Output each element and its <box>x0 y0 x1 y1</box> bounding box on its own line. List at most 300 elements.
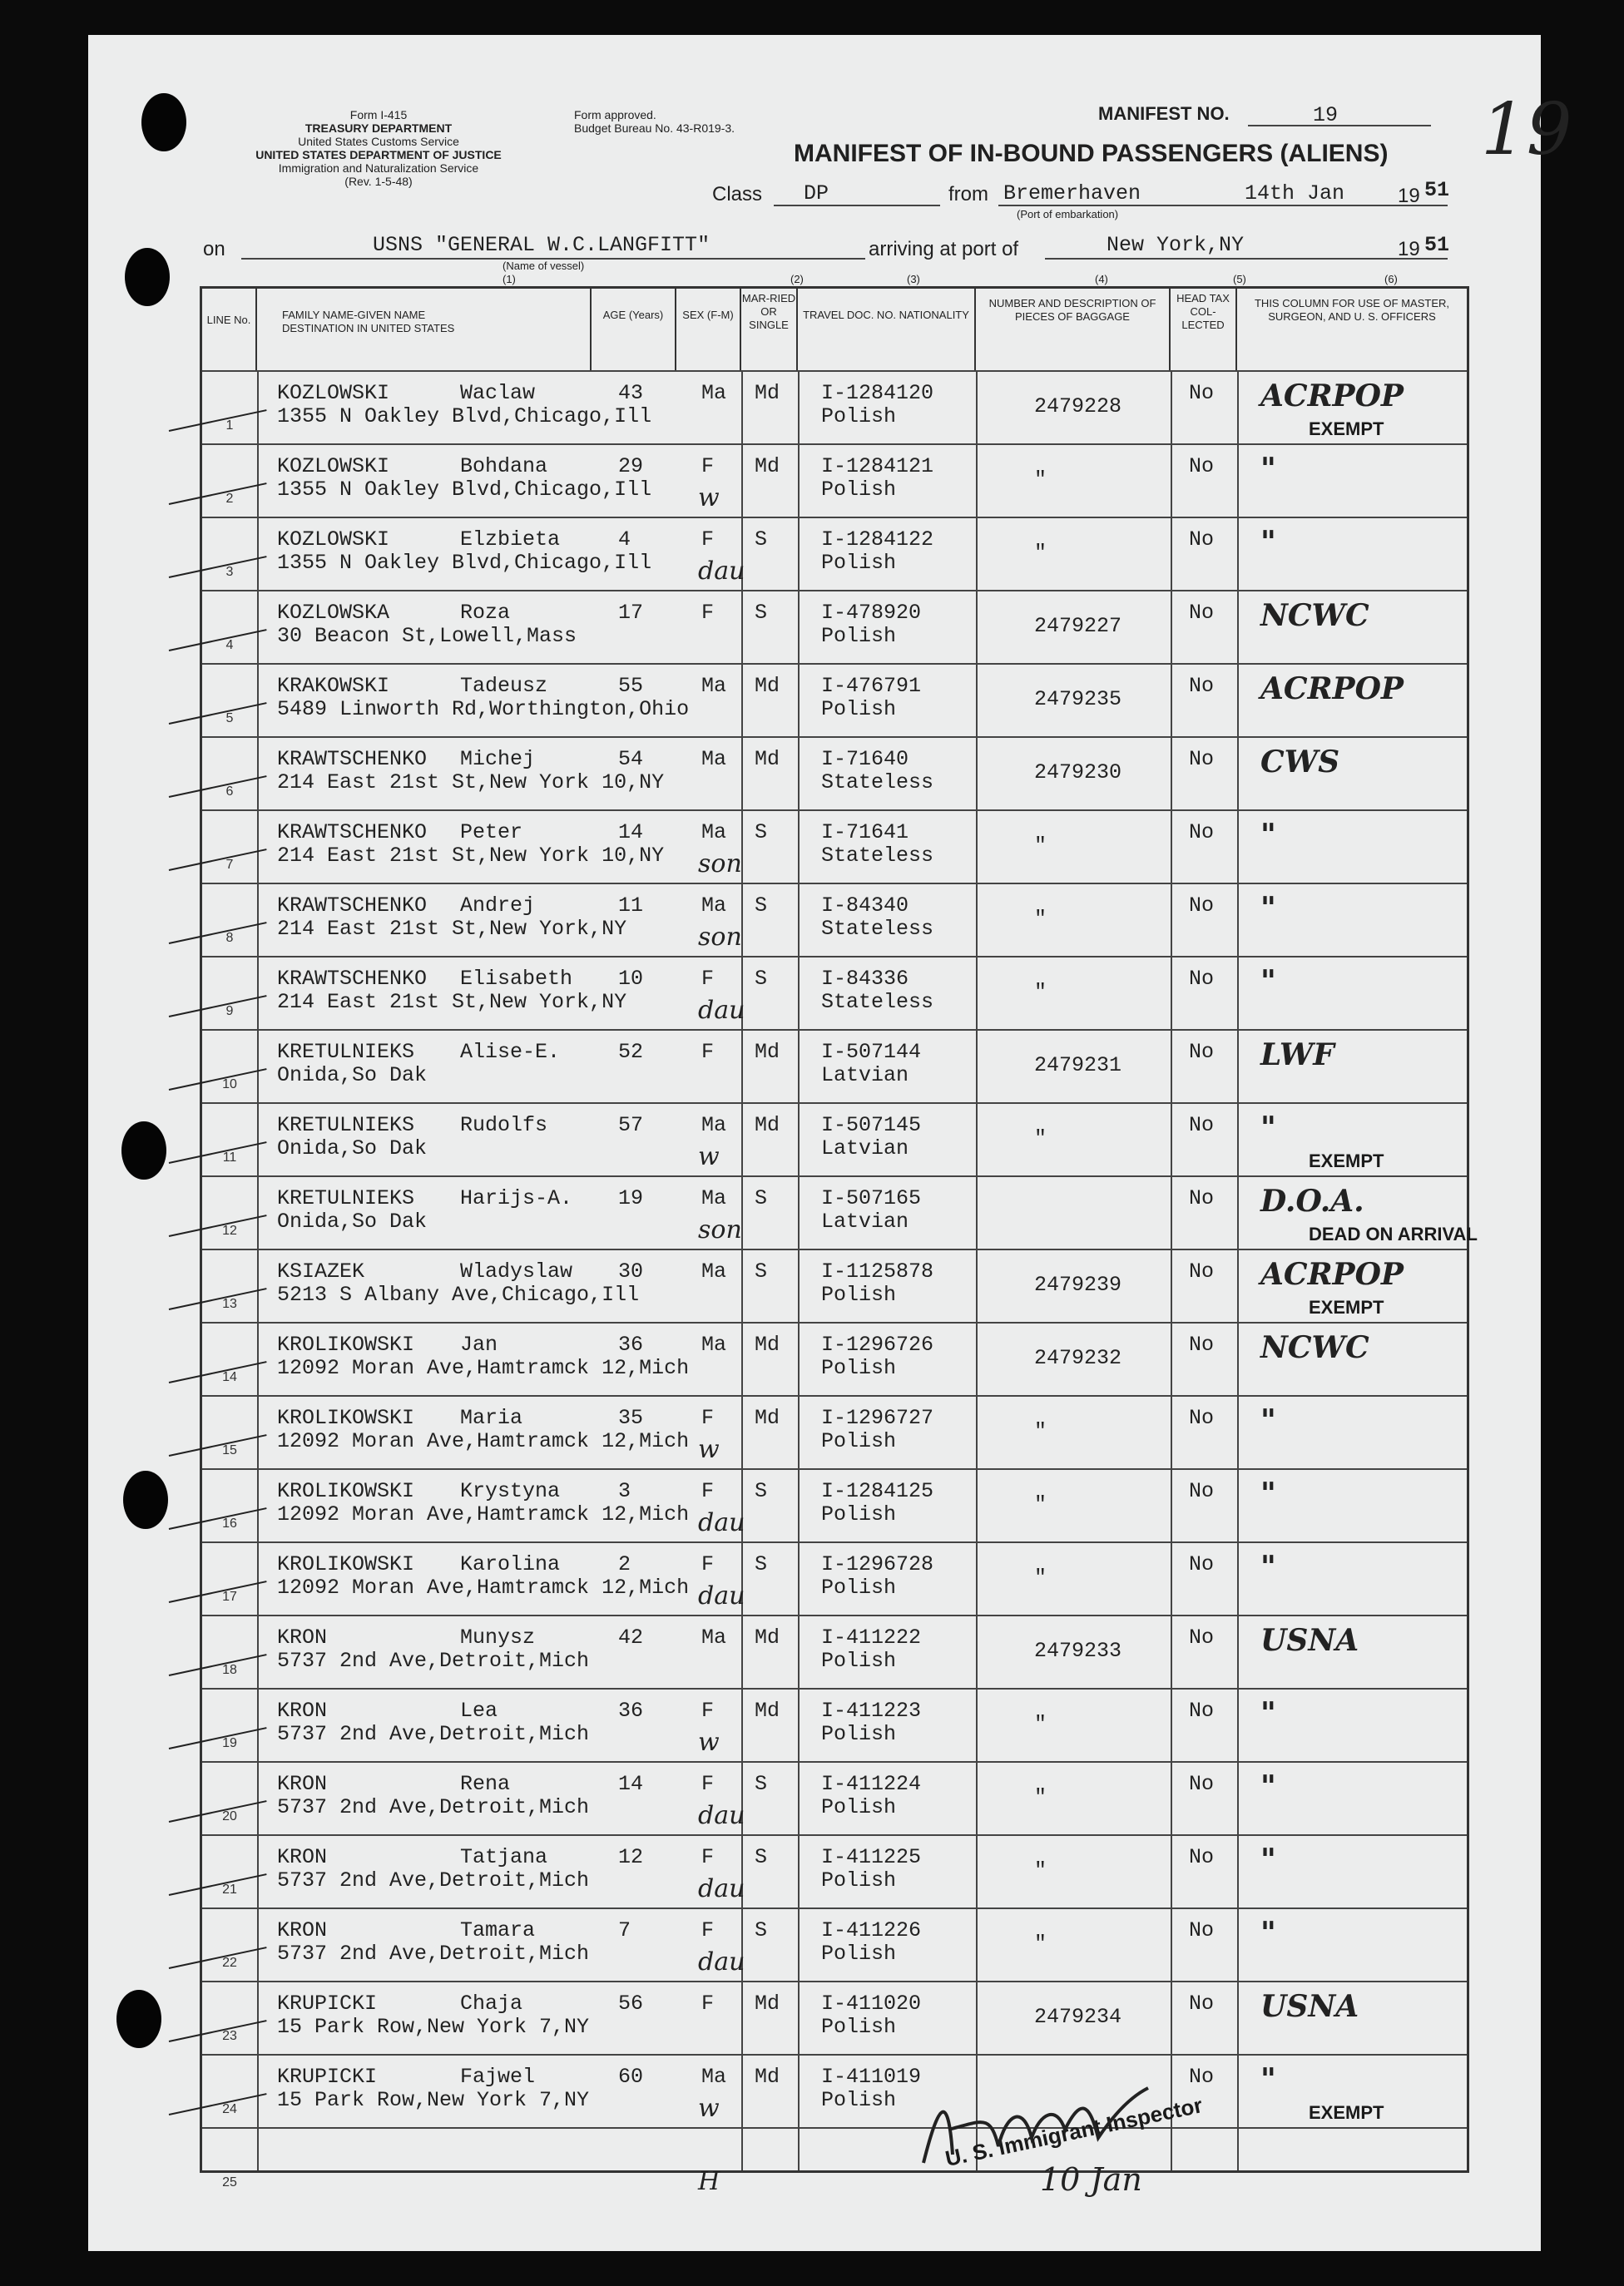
family-name: KROLIKOWSKI <box>277 1552 415 1576</box>
age-value: 19 <box>618 1186 644 1210</box>
given-name: Roza <box>460 601 511 625</box>
manifest-title: MANIFEST OF IN-BOUND PASSENGERS (ALIENS) <box>794 140 1389 167</box>
officer-note: " <box>1260 1403 1276 1438</box>
officer-stamp: EXEMPT <box>1309 418 1384 439</box>
nationality: Polish <box>821 477 897 502</box>
revision-line: (Rev. 1-5-48) <box>344 175 413 188</box>
travel-doc: I-1125878 <box>821 1259 934 1284</box>
nationality: Polish <box>821 551 897 575</box>
nationality: Latvian <box>821 1063 909 1087</box>
officer-stamp: EXEMPT <box>1309 1297 1384 1318</box>
destination: 5737 2nd Ave,Detroit,Mich <box>277 1868 590 1893</box>
manifest-number: 19 <box>1313 103 1339 127</box>
age-value: 36 <box>618 1333 644 1357</box>
family-name: KRAWTSCHENKO <box>277 967 428 991</box>
table-row <box>202 809 1467 883</box>
marital-status: S <box>755 1918 768 1942</box>
approval-line: Form approved. <box>574 108 656 121</box>
ins-line: Immigration and Naturalization Service <box>278 161 479 175</box>
age-value: 7 <box>618 1918 631 1942</box>
family-name: KOZLOWSKI <box>277 527 390 552</box>
age-value: 35 <box>618 1406 644 1430</box>
officer-note: CWS <box>1260 745 1340 779</box>
destination: 5737 2nd Ave,Detroit,Mich <box>277 1649 590 1673</box>
head-tax: No <box>1189 1552 1215 1576</box>
travel-doc: I-1284120 <box>821 381 934 405</box>
baggage-number: " <box>1034 1126 1047 1150</box>
travel-doc: I-1284122 <box>821 527 934 552</box>
line-number: 16 <box>222 1517 237 1531</box>
customs-line: United States Customs Service <box>298 135 459 148</box>
officer-note: USNA <box>1260 1989 1359 2024</box>
col-name <box>257 289 592 370</box>
nationality: Polish <box>821 1429 897 1453</box>
destination: 1355 N Oakley Blvd,Chicago,Ill <box>277 551 652 575</box>
col-travel: TRAVEL DOC. NO. NATIONALITY <box>798 289 976 370</box>
marital-status: Md <box>755 674 780 698</box>
destination: 5737 2nd Ave,Detroit,Mich <box>277 1722 590 1746</box>
marital-status: Md <box>755 454 780 478</box>
head-tax: No <box>1189 1113 1215 1137</box>
line-number: 21 <box>222 1883 237 1897</box>
line-number: 5 <box>225 711 234 725</box>
marital-status: S <box>755 1259 768 1284</box>
punch-hole <box>121 1121 166 1180</box>
sex-value: Ma <box>701 820 727 844</box>
destination: 214 East 21st St,New York,NY <box>277 990 627 1014</box>
travel-doc: I-1284121 <box>821 454 934 478</box>
line-number: 14 <box>222 1370 237 1384</box>
family-name: KRAWTSCHENKO <box>277 820 428 844</box>
class-value: DP <box>804 181 829 205</box>
officer-stamp: DEAD ON ARRIVAL <box>1309 1224 1478 1244</box>
family-name: KRETULNIEKS <box>277 1113 415 1137</box>
officer-note: " <box>1260 964 1276 999</box>
sex-value: F <box>701 1699 715 1723</box>
travel-doc: I-476791 <box>821 674 922 698</box>
relation-note: w <box>698 1435 720 1464</box>
sex-value: Ma <box>701 893 727 918</box>
travel-doc: I-507145 <box>821 1113 922 1137</box>
marital-status: Md <box>755 1333 780 1357</box>
family-name: KRUPICKI <box>277 1992 378 2016</box>
given-name: Bohdana <box>460 454 548 478</box>
family-name: KRAKOWSKI <box>277 674 390 698</box>
table-row <box>202 1541 1467 1615</box>
age-value: 60 <box>618 2065 644 2089</box>
baggage-number: " <box>1034 1858 1047 1883</box>
sex-value: F <box>701 1992 715 2016</box>
baggage-number: " <box>1034 468 1047 492</box>
head-tax: No <box>1189 1259 1215 1284</box>
given-name: Tatjana <box>460 1845 548 1869</box>
baggage-number: 2479230 <box>1034 760 1122 784</box>
nationality: Polish <box>821 1649 897 1673</box>
baggage-number: " <box>1034 980 1047 1004</box>
officer-note: " <box>1260 452 1276 487</box>
form-number: Form I-415 <box>349 108 408 121</box>
sex-value: F <box>701 1040 715 1064</box>
baggage-number: 2479227 <box>1034 614 1122 638</box>
marital-status: Md <box>755 1113 780 1137</box>
line-number: 12 <box>222 1224 237 1238</box>
nationality: Polish <box>821 1283 897 1307</box>
given-name: Peter <box>460 820 523 844</box>
departure-date: 14th Jan <box>1245 181 1345 205</box>
officer-note: " <box>1260 1477 1276 1512</box>
age-value: 54 <box>618 747 644 771</box>
line-number: 23 <box>222 2029 237 2043</box>
arrival-line <box>1045 258 1448 260</box>
given-name: Maria <box>460 1406 523 1430</box>
sex-value: Ma <box>701 1259 727 1284</box>
destination: 5213 S Albany Ave,Chicago,Ill <box>277 1283 640 1307</box>
given-name: Rudolfs <box>460 1113 548 1137</box>
sex-value: Ma <box>701 747 727 771</box>
family-name: KRETULNIEKS <box>277 1040 415 1064</box>
table-row <box>202 1468 1467 1541</box>
given-name: Wladyslaw <box>460 1259 573 1284</box>
sex-value: F <box>701 967 715 991</box>
travel-doc: I-71640 <box>821 747 909 771</box>
officer-note: " <box>1260 1769 1276 1804</box>
family-name: KRAWTSCHENKO <box>277 893 428 918</box>
baggage-number: 2479231 <box>1034 1053 1122 1077</box>
marital-status: S <box>755 601 768 625</box>
destination: 214 East 21st St,New York 10,NY <box>277 844 665 868</box>
manifest-label: MANIFEST NO. <box>1098 103 1230 124</box>
officer-note: " <box>1260 2062 1276 2097</box>
table-row <box>202 956 1467 1029</box>
col-sex: SEX (F-M) <box>676 289 741 370</box>
line-number: 25 <box>222 2175 237 2190</box>
head-tax: No <box>1189 601 1215 625</box>
family-name: KROLIKOWSKI <box>277 1479 415 1503</box>
family-name: KOZLOWSKI <box>277 454 390 478</box>
family-name: KRON <box>277 1772 328 1796</box>
from-label: from <box>948 183 988 205</box>
sex-value: Ma <box>701 674 727 698</box>
sex-value: F <box>701 1772 715 1796</box>
officer-stamp: EXEMPT <box>1309 2102 1384 2123</box>
marital-status: Md <box>755 2065 780 2089</box>
handwritten-manifest-number: 19 <box>1481 88 1572 171</box>
relation-note: H <box>698 2167 720 2196</box>
col-married: MAR-RIED OR SINGLE <box>741 289 798 370</box>
destination: 15 Park Row,New York 7,NY <box>277 2088 590 2112</box>
nationality: Polish <box>821 1942 897 1966</box>
given-name: Tamara <box>460 1918 536 1942</box>
vessel-name: USNS "GENERAL W.C.LANGFITT" <box>373 233 710 257</box>
head-tax: No <box>1189 1186 1215 1210</box>
relation-note: son <box>698 1215 742 1244</box>
destination: 214 East 21st St,New York,NY <box>277 917 627 941</box>
table-row <box>202 1249 1467 1322</box>
table-row <box>202 1615 1467 1688</box>
travel-doc: I-411222 <box>821 1625 922 1650</box>
given-name: Fajwel <box>460 2065 536 2089</box>
table-row <box>202 1834 1467 1907</box>
age-value: 2 <box>618 1552 631 1576</box>
family-name: KROLIKOWSKI <box>277 1406 415 1430</box>
table-row <box>202 443 1467 517</box>
relation-note: w <box>698 483 720 512</box>
on-label: on <box>203 238 225 260</box>
line-number: 11 <box>222 1150 237 1165</box>
line-number: 10 <box>222 1077 237 1091</box>
age-value: 57 <box>618 1113 644 1137</box>
table-row <box>202 2054 1467 2127</box>
travel-doc: I-71641 <box>821 820 909 844</box>
port-caption: (Port of embarkation) <box>1017 208 1119 220</box>
table-row <box>202 1175 1478 1249</box>
approval-info <box>574 108 790 135</box>
col-head-tax: HEAD TAX COL-LECTED <box>1171 289 1237 370</box>
sex-value: F <box>701 1552 715 1576</box>
destination: Onida,So Dak <box>277 1136 428 1160</box>
line-number: 9 <box>225 1004 234 1018</box>
officer-note: NCWC <box>1260 598 1369 633</box>
family-name: KRUPICKI <box>277 2065 378 2089</box>
travel-doc: I-411225 <box>821 1845 922 1869</box>
sex-value: F <box>701 1845 715 1869</box>
destination: 12092 Moran Ave,Hamtramck 12,Mich <box>277 1502 690 1526</box>
head-tax: No <box>1189 1918 1215 1942</box>
col-baggage: NUMBER AND DESCRIPTION OF PIECES OF BAGGAGE <box>976 289 1171 370</box>
signature-date: 10 Jan <box>1040 2161 1142 2198</box>
relation-note: dau <box>698 557 745 586</box>
destination: 214 East 21st St,New York 10,NY <box>277 770 665 794</box>
relation-note: son <box>698 849 742 878</box>
sex-value: Ma <box>701 1625 727 1650</box>
age-value: 30 <box>618 1259 644 1284</box>
given-name: Harijs-A. <box>460 1186 573 1210</box>
family-name: KRON <box>277 1918 328 1942</box>
given-name: Alise-E. <box>460 1040 561 1064</box>
baggage-number: " <box>1034 1566 1047 1590</box>
nationality: Polish <box>821 1868 897 1893</box>
table-row <box>202 1907 1467 1981</box>
sex-value: F <box>701 601 715 625</box>
destination: Onida,So Dak <box>277 1063 428 1087</box>
family-name: KRON <box>277 1625 328 1650</box>
sex-value: Ma <box>701 381 727 405</box>
marital-status: Md <box>755 1625 780 1650</box>
table-row <box>202 590 1467 663</box>
officer-note: " <box>1260 891 1276 926</box>
marital-status: S <box>755 527 768 552</box>
age-value: 3 <box>618 1479 631 1503</box>
budget-line: Budget Bureau No. 43-R019-3. <box>574 121 735 135</box>
travel-doc: I-411226 <box>821 1918 922 1942</box>
line-number: 15 <box>222 1443 237 1457</box>
head-tax: No <box>1189 1845 1215 1869</box>
travel-doc: I-411020 <box>821 1992 922 2016</box>
nationality: Polish <box>821 1795 897 1819</box>
age-value: 29 <box>618 454 644 478</box>
destination: 15 Park Row,New York 7,NY <box>277 2015 590 2039</box>
marital-status: S <box>755 967 768 991</box>
table-row <box>202 883 1467 956</box>
sex-value: F <box>701 1406 715 1430</box>
column-number-1: (1) <box>503 273 516 285</box>
relation-note: w <box>698 2094 720 2123</box>
family-name: KOZLOWSKI <box>277 381 390 405</box>
baggage-number: " <box>1034 541 1047 565</box>
travel-doc: I-84340 <box>821 893 909 918</box>
sex-value: F <box>701 454 715 478</box>
line-number: 24 <box>222 2102 237 2116</box>
sex-value: Ma <box>701 1113 727 1137</box>
nationality: Latvian <box>821 1210 909 1234</box>
head-tax: No <box>1189 2065 1215 2089</box>
baggage-number: " <box>1034 1932 1047 1956</box>
head-tax: No <box>1189 747 1215 771</box>
class-label: Class <box>712 183 763 205</box>
relation-note: son <box>698 923 742 952</box>
arriving-label: arriving at port of <box>869 238 1019 260</box>
nationality: Stateless <box>821 990 934 1014</box>
vessel-caption: (Name of vessel) <box>503 260 585 272</box>
head-tax: No <box>1189 381 1215 405</box>
age-value: 4 <box>618 527 631 552</box>
family-name: KRAWTSCHENKO <box>277 747 428 771</box>
line-number: 13 <box>222 1297 237 1311</box>
given-name: Lea <box>460 1699 498 1723</box>
sex-value: F <box>701 527 715 552</box>
line-number: 6 <box>225 784 234 799</box>
nationality: Polish <box>821 1502 897 1526</box>
table-row <box>202 1688 1467 1761</box>
baggage-number: 2479235 <box>1034 687 1122 711</box>
table-row <box>202 1981 1467 2054</box>
arrival-year-label: 19 <box>1398 238 1420 260</box>
line-number: 7 <box>225 858 234 872</box>
nationality: Polish <box>821 624 897 648</box>
travel-doc: I-507144 <box>821 1040 922 1064</box>
baggage-number: 2479234 <box>1034 2005 1122 2029</box>
relation-note: dau <box>698 996 745 1025</box>
table-row <box>202 1102 1467 1175</box>
col-officers: THIS COLUMN FOR USE OF MASTER, SURGEON, AND U. S. OFFICERS <box>1254 297 1449 323</box>
age-value: 55 <box>618 674 644 698</box>
destination: 12092 Moran Ave,Hamtramck 12,Mich <box>277 1356 690 1380</box>
destination: 1355 N Oakley Blvd,Chicago,Ill <box>277 477 652 502</box>
baggage-number: " <box>1034 907 1047 931</box>
table-row <box>202 1322 1467 1395</box>
officer-note: NCWC <box>1260 1330 1369 1365</box>
line-number: 2 <box>225 492 234 506</box>
nationality: Polish <box>821 404 897 428</box>
officer-note: ACRPOP <box>1260 1257 1404 1292</box>
officer-note: " <box>1260 1696 1276 1731</box>
officer-note: " <box>1260 1843 1276 1878</box>
marital-status: S <box>755 820 768 844</box>
officer-note: " <box>1260 1111 1276 1145</box>
line-number: 22 <box>222 1956 237 1970</box>
punch-hole <box>125 248 170 306</box>
given-name: Rena <box>460 1772 511 1796</box>
nationality: Stateless <box>821 844 934 868</box>
relation-note: dau <box>698 1508 745 1537</box>
table-row <box>202 663 1467 736</box>
destination: 5489 Linworth Rd,Worthington,Ohio <box>277 697 690 721</box>
line-number: 1 <box>225 418 234 433</box>
given-name: Krystyna <box>460 1479 561 1503</box>
given-name: Jan <box>460 1333 498 1357</box>
officer-note: " <box>1260 525 1276 560</box>
column-number-6: (6) <box>1384 273 1398 285</box>
column-number-2: (2) <box>790 273 804 285</box>
age-value: 12 <box>618 1845 644 1869</box>
arrival-port: New York,NY <box>1107 233 1245 257</box>
head-tax: No <box>1189 674 1215 698</box>
officer-note: USNA <box>1260 1623 1359 1658</box>
marital-status: S <box>755 1772 768 1796</box>
travel-doc: I-411019 <box>821 2065 922 2089</box>
travel-doc: I-507165 <box>821 1186 922 1210</box>
line-number: 8 <box>225 931 234 945</box>
family-name: KROLIKOWSKI <box>277 1333 415 1357</box>
head-tax: No <box>1189 1992 1215 2016</box>
baggage-number: 2479228 <box>1034 394 1122 418</box>
column-number-4: (4) <box>1095 273 1108 285</box>
destination: 5737 2nd Ave,Detroit,Mich <box>277 1942 590 1966</box>
table-row <box>202 1029 1467 1102</box>
destination: 30 Beacon St,Lowell,Mass <box>277 624 577 648</box>
officer-stamp: EXEMPT <box>1309 1150 1384 1171</box>
table-row <box>202 370 1467 443</box>
age-value: 14 <box>618 1772 644 1796</box>
baggage-number: 2479239 <box>1034 1273 1122 1297</box>
sex-value: F <box>701 1479 715 1503</box>
relation-note: dau <box>698 1947 745 1977</box>
destination: 1355 N Oakley Blvd,Chicago,Ill <box>277 404 652 428</box>
travel-doc: I-1296726 <box>821 1333 934 1357</box>
travel-doc: I-1284125 <box>821 1479 934 1503</box>
baggage-number: " <box>1034 834 1047 858</box>
officer-note: " <box>1260 1916 1276 1951</box>
table-row <box>202 517 1467 590</box>
head-tax: No <box>1189 1479 1215 1503</box>
line-number: 3 <box>225 565 234 579</box>
given-name: Waclaw <box>460 381 536 405</box>
age-value: 11 <box>618 893 644 918</box>
head-tax: No <box>1189 1040 1215 1064</box>
age-value: 56 <box>618 1992 644 2016</box>
relation-note: w <box>698 1142 720 1171</box>
given-name: Munysz <box>460 1625 536 1650</box>
line-number: 19 <box>222 1736 237 1750</box>
travel-doc: I-1296727 <box>821 1406 934 1430</box>
line-number: 17 <box>222 1590 237 1604</box>
travel-doc: I-84336 <box>821 967 909 991</box>
destination: Onida,So Dak <box>277 1210 428 1234</box>
form-info <box>191 108 566 188</box>
given-name: Michej <box>460 747 536 771</box>
table-row <box>202 2127 1467 2200</box>
class-line <box>774 205 940 206</box>
relation-note: dau <box>698 1874 745 1903</box>
sex-value: F <box>701 1918 715 1942</box>
head-tax: No <box>1189 1333 1215 1357</box>
year-value: 51 <box>1424 178 1450 202</box>
officer-note: ACRPOP <box>1260 379 1404 413</box>
head-tax: No <box>1189 1625 1215 1650</box>
officer-note: LWF <box>1260 1037 1334 1072</box>
head-tax: No <box>1189 527 1215 552</box>
manifest-no-line <box>1248 125 1431 126</box>
